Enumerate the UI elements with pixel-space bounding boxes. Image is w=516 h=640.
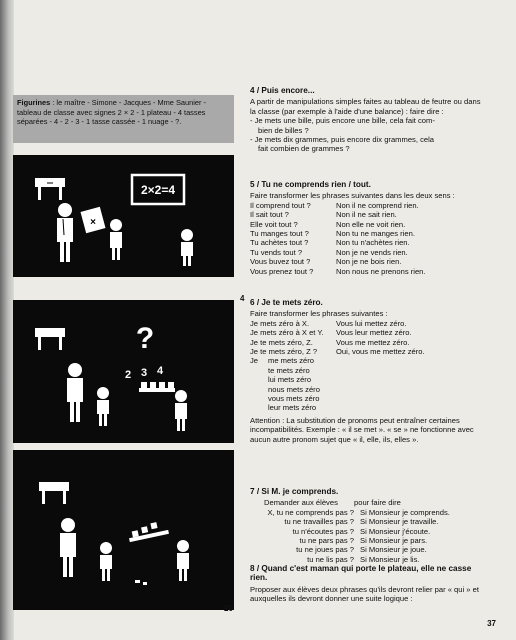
desk-icon bbox=[35, 328, 65, 350]
binding-edge bbox=[0, 0, 14, 640]
broken-cup-icon bbox=[135, 580, 147, 585]
sentence-cell: Je te mets zéro, Z. bbox=[250, 337, 313, 347]
attention-note: Attention : La substitution de pronoms peut entraîner certaines incompatibilités. Exemple : « il se met ». « se » ne fonctionne avec aucun autre pronom sujet que « il, elle, ils, elles ». bbox=[250, 415, 474, 444]
question-cell: Tu vends tout ? bbox=[250, 247, 303, 257]
sentence-cell: Je mets zéro à X et Y. bbox=[250, 328, 324, 338]
number-four: 4 bbox=[157, 365, 164, 377]
question-cell: Vous buvez tout ? bbox=[250, 257, 311, 267]
question-cell: tu ne pars pas ? bbox=[299, 536, 354, 546]
section-5-table bbox=[250, 201, 488, 276]
section-4-intro: A partir de manipulations simples faites au tableau de feutre ou dans la classe (par exemple à l'aide d'une balance) : faire dire : bbox=[250, 97, 481, 116]
tray-with-cups-icon bbox=[139, 382, 175, 392]
table-row bbox=[250, 555, 488, 564]
table-row bbox=[250, 347, 488, 356]
question-cell: Vous prenez tout ? bbox=[250, 266, 314, 276]
list-item: leur mets zéro bbox=[268, 403, 317, 413]
sentence-cell: Je mets zéro à X. bbox=[250, 318, 310, 328]
answer-cell: Si Monsieur je comprends. bbox=[360, 507, 450, 517]
desk-icon bbox=[35, 178, 65, 200]
question-cell: tu n'écoutes pas ? bbox=[292, 526, 354, 536]
section-4-title: 4 / Puis encore... bbox=[250, 86, 315, 95]
desk-icon bbox=[39, 482, 69, 504]
section-5 bbox=[250, 180, 488, 276]
side-number-3: 20 bbox=[224, 604, 233, 613]
intro-left: Demander aux élèves bbox=[264, 498, 338, 508]
table-row bbox=[250, 267, 488, 276]
question-cell: tu ne travailles pas ? bbox=[284, 517, 354, 527]
section-7-intro bbox=[250, 498, 488, 507]
section-4-line: bien de billes ? bbox=[258, 125, 309, 135]
boy-figure-icon bbox=[100, 542, 112, 581]
woman-figure-icon bbox=[175, 390, 187, 431]
question-cell: Tu achètes tout ? bbox=[250, 238, 309, 248]
list-item: lui mets zéro bbox=[268, 375, 312, 385]
figurines-box bbox=[13, 95, 234, 143]
sign-card-icon bbox=[80, 207, 105, 233]
classroom-scene-2 bbox=[13, 300, 234, 443]
illustration-panel-1 bbox=[13, 155, 234, 277]
table-row bbox=[250, 508, 488, 517]
answer-cell: Non elle ne voit rien. bbox=[336, 219, 406, 229]
section-6-table bbox=[250, 319, 488, 357]
table-row bbox=[250, 229, 488, 238]
question-cell: Elle voit tout ? bbox=[250, 219, 298, 229]
table-row bbox=[250, 338, 488, 347]
tray-with-cups-icon bbox=[129, 522, 169, 542]
list-item: te mets zéro bbox=[268, 365, 310, 375]
answer-cell: Non tu ne manges rien. bbox=[336, 229, 415, 239]
figurines-text: : le maître - Simone - Jacques - Mme Saunier - tableau de classe avec signes 2 × 2 - 1 plateau - 4 tasses séparées - 4 - 2 - 3 - 1 tasse cassée - 1 nuage - ?. bbox=[17, 98, 206, 127]
answer-cell: Non il ne comprend rien. bbox=[336, 200, 419, 210]
section-4 bbox=[250, 86, 488, 154]
woman-figure-icon bbox=[177, 540, 189, 581]
table-row bbox=[250, 319, 488, 328]
table-row bbox=[250, 257, 488, 266]
intro-right: pour faire dire bbox=[354, 498, 401, 508]
table-row bbox=[250, 527, 488, 536]
girl-figure-icon bbox=[110, 219, 122, 260]
section-6 bbox=[250, 298, 488, 444]
svg-text:×: × bbox=[90, 217, 96, 228]
board-equation: 2×2=4 bbox=[140, 183, 176, 197]
answer-cell: Non nous ne prenons rien. bbox=[336, 266, 426, 276]
conjugation-list bbox=[268, 356, 320, 412]
list-item: nous mets zéro bbox=[268, 384, 320, 394]
illustration-panel-2 bbox=[13, 300, 234, 443]
table-row bbox=[250, 545, 488, 554]
section-7-title: 7 / Si M. je comprends. bbox=[250, 487, 339, 496]
table-row bbox=[250, 536, 488, 545]
section-6-title: 6 / Je te mets zéro. bbox=[250, 298, 323, 307]
section-5-intro: Faire transformer les phrases suivantes dans les deux sens : bbox=[250, 191, 455, 201]
answer-cell: Si Monsieur je lis. bbox=[360, 554, 420, 564]
section-8-title: 8 / Quand c'est maman qui porte le plateau, elle ne casse rien. bbox=[250, 564, 472, 583]
number-three: 3 bbox=[141, 367, 148, 379]
transform-cell: Vous me mettez zéro. bbox=[336, 337, 410, 347]
section-7-table bbox=[250, 508, 488, 564]
table-row bbox=[250, 201, 488, 210]
section-6-intro: Faire transformer les phrases suivantes : bbox=[250, 309, 388, 319]
answer-cell: Si Monsieur je travaille. bbox=[360, 517, 439, 527]
table-row bbox=[250, 328, 488, 337]
answer-cell: Non je ne bois rien. bbox=[336, 257, 402, 267]
figurines-label: Figurines bbox=[17, 98, 51, 107]
teacher-figure-icon bbox=[67, 363, 83, 422]
answer-cell: Non je ne vends rien. bbox=[336, 247, 408, 257]
section-4-line: - Je mets dix grammes, puis encore dix grammes, cela bbox=[250, 135, 435, 145]
answer-cell: Si Monsieur je pars. bbox=[360, 536, 428, 546]
question-cell: Il sait tout ? bbox=[250, 210, 289, 220]
question-cell: Tu manges tout ? bbox=[250, 229, 309, 239]
question-cell: X, tu ne comprends pas ? bbox=[267, 507, 354, 517]
page-number: 37 bbox=[487, 619, 496, 628]
section-8-intro: Proposer aux élèves deux phrases qu'ils devront relier par « qui » et auxquelles ils devront donner une suite logique : bbox=[250, 584, 479, 604]
answer-cell: Si Monsieur je joue. bbox=[360, 545, 427, 555]
list-item: me mets zéro bbox=[268, 356, 314, 366]
answer-cell: Si Monsieur j'écoute. bbox=[360, 526, 431, 536]
transform-cell: Oui, vous me mettez zéro. bbox=[336, 347, 425, 357]
list-item: vous mets zéro bbox=[268, 394, 320, 404]
table-row bbox=[250, 238, 488, 247]
boy-figure-icon bbox=[181, 229, 193, 266]
answer-cell: Non tu n'achètes rien. bbox=[336, 238, 410, 248]
section-5-title: 5 / Tu ne comprends rien / tout. bbox=[250, 180, 371, 189]
transform-cell: Vous lui mettez zéro. bbox=[336, 318, 407, 328]
teacher-figure-icon bbox=[60, 518, 76, 577]
section-8 bbox=[250, 564, 488, 604]
table-row bbox=[250, 210, 488, 219]
table-row bbox=[250, 517, 488, 526]
illustration-panel-3 bbox=[13, 450, 234, 610]
classroom-scene-1 bbox=[13, 155, 234, 277]
table-row bbox=[250, 220, 488, 229]
section-4-line: fait combien de grammes ? bbox=[258, 144, 350, 154]
number-two: 2 bbox=[125, 369, 132, 381]
teacher-figure-icon bbox=[57, 203, 73, 262]
section-4-line: - Je mets une bille, puis encore une bille, cela fait com- bbox=[250, 116, 435, 126]
question-cell: tu ne lis pas ? bbox=[307, 554, 354, 564]
section-7 bbox=[250, 487, 488, 564]
boy-figure-icon bbox=[97, 387, 109, 426]
side-number-1: 4 bbox=[240, 294, 245, 303]
je-label: Je bbox=[250, 356, 259, 366]
question-cell: tu ne joues pas ? bbox=[296, 545, 354, 555]
sentence-cell: Je te mets zéro, Z ? bbox=[250, 347, 318, 357]
answer-cell: Non il ne sait rien. bbox=[336, 210, 397, 220]
question-cell: Il comprend tout ? bbox=[250, 200, 311, 210]
question-mark: ? bbox=[135, 322, 155, 355]
table-row bbox=[250, 248, 488, 257]
transform-cell: Vous leur mettez zéro. bbox=[336, 328, 412, 338]
classroom-scene-3 bbox=[13, 450, 234, 610]
